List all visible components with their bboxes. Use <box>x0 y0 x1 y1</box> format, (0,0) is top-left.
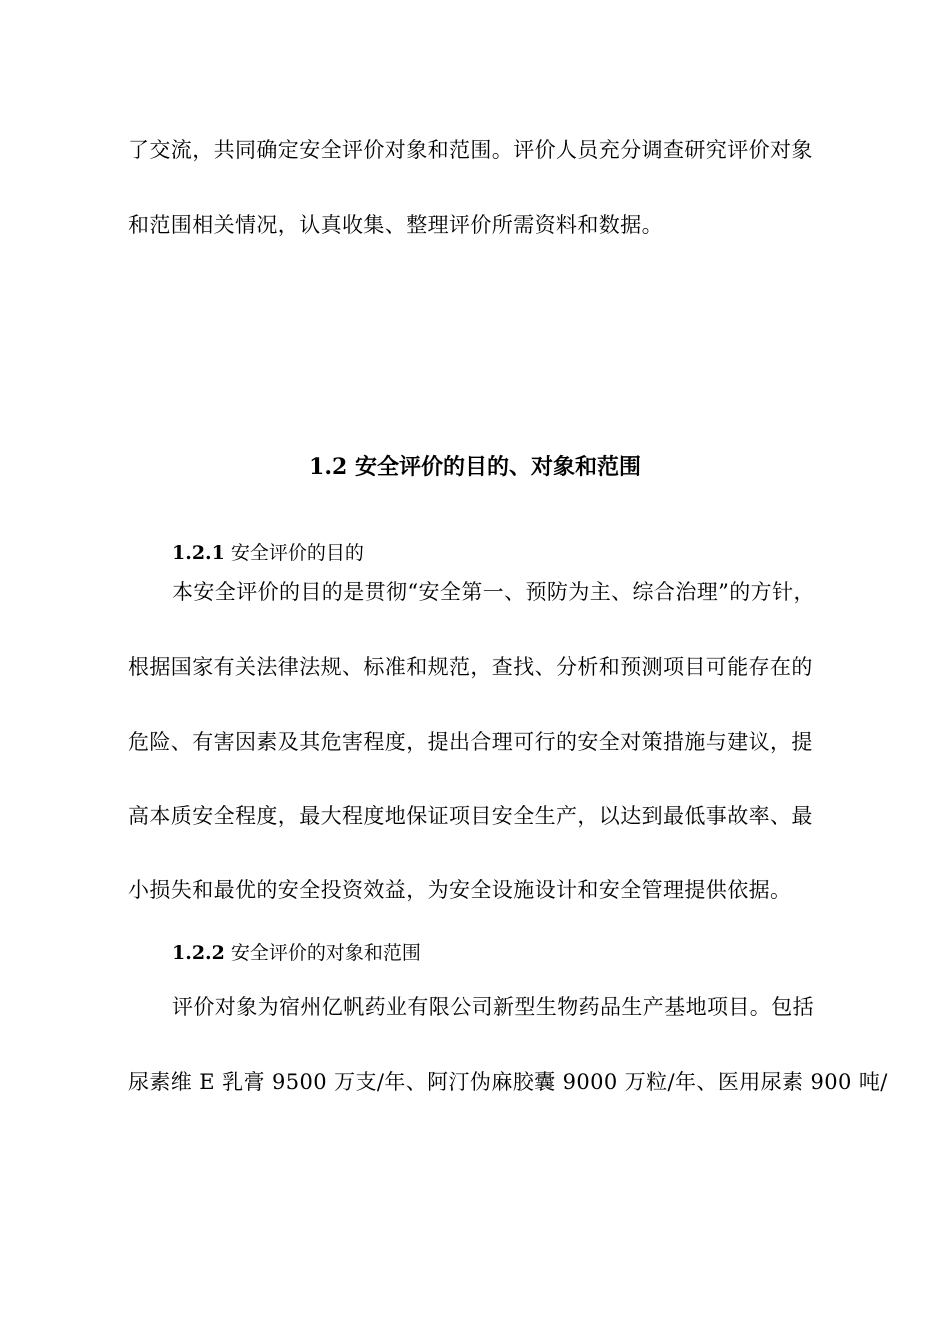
body-text-line: 危险、有害因素及其危害程度，提出合理可行的安全对策措施与建议，提 <box>128 730 813 754</box>
subsection-number: 1.2.2 <box>172 942 225 964</box>
subsection-heading <box>172 540 364 566</box>
body-text-line: 高本质安全程度，最大程度地保证项目安全生产，以达到最低事故率、最 <box>128 804 813 828</box>
subsection-title: 安全评价的目的 <box>224 542 364 564</box>
body-text-line: 和范围相关情况，认真收集、整理评价所需资料和数据。 <box>128 213 663 237</box>
body-text-line: 了交流，共同确定安全评价对象和范围。评价人员充分调查研究评价对象 <box>128 138 813 162</box>
section-heading: 1.2 安全评价的目的、对象和范围 <box>309 454 641 480</box>
body-text-line: 评价对象为宿州亿帆药业有限公司新型生物药品生产基地项目。包括 <box>172 995 814 1019</box>
subsection-number: 1.2.1 <box>172 542 225 564</box>
body-text-line: 尿素维 E 乳膏 9500 万支/年、阿汀伪麻胶囊 9000 万粒/年、医用尿素 900 吨/ <box>128 1070 888 1094</box>
subsection-heading <box>172 940 421 966</box>
subsection-title: 安全评价的对象和范围 <box>224 942 421 964</box>
body-text-line: 小损失和最优的安全投资效益，为安全设施设计和安全管理提供依据。 <box>128 878 792 902</box>
body-text-line: 本安全评价的目的是贯彻“安全第一、预防为主、综合治理”的方针， <box>172 580 815 604</box>
body-text-line: 根据国家有关法律法规、标准和规范，查找、分析和预测项目可能存在的 <box>128 655 813 679</box>
